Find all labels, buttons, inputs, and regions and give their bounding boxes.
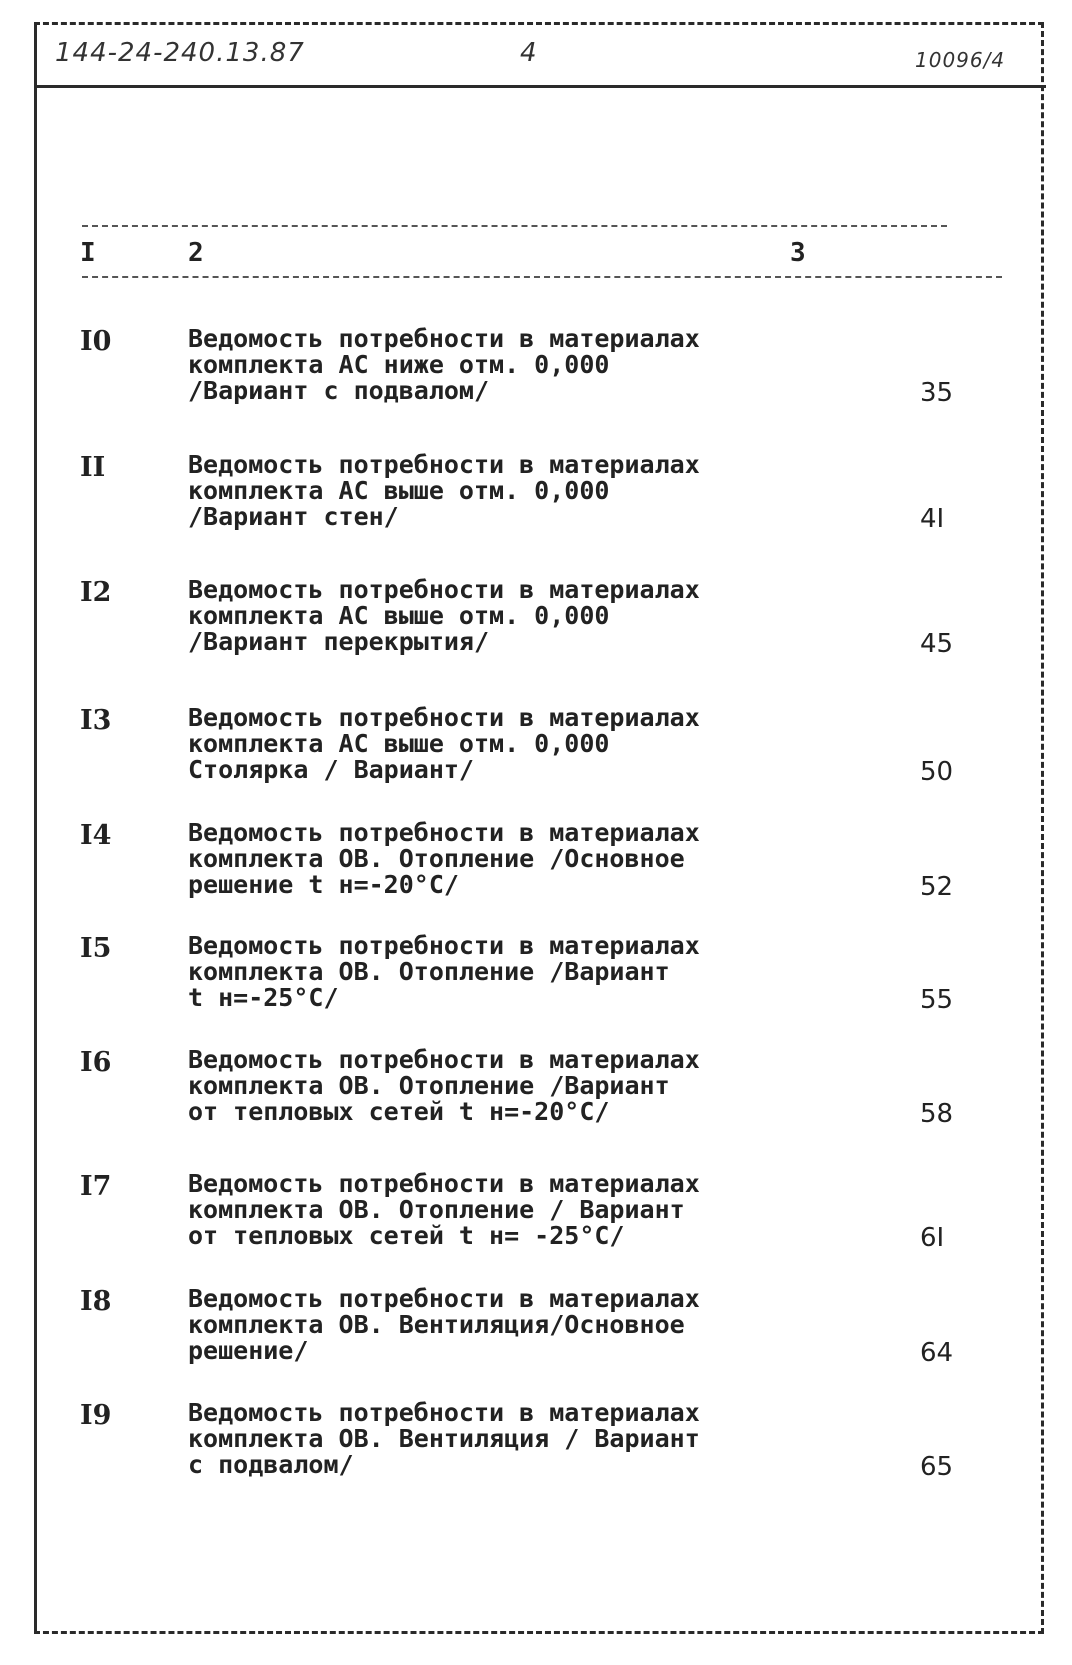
row-title: Ведомость потребности в материалах комплекта АС выше отм. 0,000 Столярка / Вариант/ [188, 703, 700, 784]
row-number: I7 [80, 1171, 112, 1202]
row-page: 65 [920, 1452, 954, 1482]
row-title: Ведомость потребности в материалах комплекта ОВ. Отопление /Вариант t н=-25°С/ [188, 931, 700, 1012]
row-title: Ведомость потребности в материалах комплекта ОВ. Вентиляция / Вариант с подвалом/ [188, 1398, 700, 1479]
row-page: 58 [920, 1099, 954, 1129]
row-number: I9 [80, 1400, 112, 1431]
table-top-rule [82, 225, 947, 227]
table-row [0, 1047, 1072, 1157]
table-row [0, 452, 1072, 562]
table-row [0, 1171, 1072, 1281]
row-number: I3 [80, 705, 112, 736]
row-number: I5 [80, 933, 112, 964]
table-header-rule [82, 276, 1002, 278]
row-number: I4 [80, 820, 112, 851]
row-number: I8 [80, 1286, 112, 1317]
column-header-title: 2 [188, 238, 204, 268]
table-row [0, 577, 1072, 687]
row-title: Ведомость потребности в материалах комплекта ОВ. Отопление / Вариант от тепловых сетей t н= -25°С/ [188, 1169, 700, 1250]
row-title: Ведомость потребности в материалах комплекта АС выше отм. 0,000 /Вариант стен/ [188, 450, 700, 531]
row-title: Ведомость потребности в материалах комплекта ОВ. Отопление /Вариант от тепловых сетей t н=-20°С/ [188, 1045, 700, 1126]
row-number: I2 [80, 577, 112, 608]
stamp-divider [34, 85, 1046, 88]
row-page: 4I [920, 504, 945, 534]
table-row [0, 820, 1072, 930]
row-page: 45 [920, 629, 954, 659]
row-page: 50 [920, 757, 954, 787]
row-title: Ведомость потребности в материалах комплекта ОВ. Отопление /Основное решение t н=-20°С/ [188, 818, 700, 899]
table-row [0, 1400, 1072, 1510]
row-number: I6 [80, 1047, 112, 1078]
row-page: 52 [920, 872, 954, 902]
page-number: 4 [520, 38, 538, 68]
column-header-page: 3 [790, 238, 806, 268]
table-row [0, 933, 1072, 1043]
column-header-number: I [80, 238, 96, 268]
sheet-number: 10096/4 [915, 48, 1006, 72]
row-title: Ведомость потребности в материалах комплекта АС выше отм. 0,000 /Вариант перекрытия/ [188, 575, 700, 656]
row-page: 6I [920, 1223, 945, 1253]
row-page: 64 [920, 1338, 954, 1368]
document-code: 144-24-240.13.87 [55, 38, 305, 68]
row-number: I0 [80, 326, 112, 357]
table-row [0, 326, 1072, 436]
row-title: Ведомость потребности в материалах комплекта АС ниже отм. 0,000 /Вариант с подвалом/ [188, 324, 700, 405]
table-row [0, 705, 1072, 815]
row-page: 35 [920, 378, 954, 408]
row-page: 55 [920, 985, 954, 1015]
table-row [0, 1286, 1072, 1396]
row-number: II [80, 452, 106, 483]
row-title: Ведомость потребности в материалах комплекта ОВ. Вентиляция/Основное решение/ [188, 1284, 700, 1365]
